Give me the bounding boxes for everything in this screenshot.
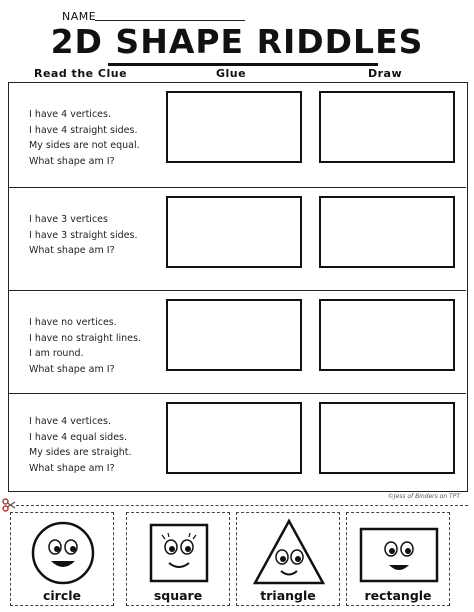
- riddle-row-2: [9, 187, 466, 290]
- cut-line: [16, 505, 468, 506]
- glue-box-4[interactable]: [166, 402, 302, 474]
- cutout-rectangle[interactable]: [346, 512, 450, 606]
- cutout-label: rectangle: [364, 588, 432, 603]
- square-face-icon: [127, 515, 231, 591]
- scissors-icon: [2, 498, 16, 512]
- cutout-label: square: [153, 588, 203, 603]
- clue-line: I have 4 vertices.: [29, 109, 111, 120]
- circle-face-icon: [11, 515, 115, 591]
- clue-line: I have 3 straight sides.: [29, 229, 138, 241]
- riddle-row-3: [9, 290, 466, 393]
- glue-box-3[interactable]: [166, 299, 302, 371]
- clue-line: I have no straight lines.: [29, 332, 141, 344]
- glue-box-1[interactable]: [166, 91, 302, 163]
- clue-line: I have 3 vertices: [29, 214, 108, 225]
- draw-box-1[interactable]: [319, 91, 455, 163]
- clue-line: What shape am I?: [29, 462, 115, 474]
- column-header-glue: Glue: [216, 67, 247, 80]
- title-underline: [108, 63, 378, 66]
- riddle-clue-3: [29, 315, 141, 377]
- draw-box-4[interactable]: [319, 402, 455, 474]
- name-line: [95, 20, 245, 21]
- clue-line: My sides are not equal.: [29, 140, 140, 151]
- riddle-table: [8, 82, 468, 492]
- riddle-row-1: [9, 83, 466, 185]
- cutout-label: triangle: [260, 588, 316, 603]
- riddle-row-4: [9, 393, 466, 490]
- clue-line: My sides are straight.: [29, 447, 132, 458]
- clue-line: What shape am I?: [29, 155, 115, 167]
- clue-line: I have 4 vertices.: [29, 416, 111, 427]
- credit-text: ©Jess of Binders on TPT: [387, 493, 460, 500]
- clue-line: What shape am I?: [29, 245, 115, 256]
- clue-line: I have 4 equal sides.: [29, 431, 128, 443]
- clue-line: I have 4 straight sides.: [29, 124, 138, 136]
- cutout-triangle[interactable]: [236, 512, 340, 606]
- column-header-clue: Read the Clue: [34, 67, 128, 80]
- column-header-draw: Draw: [368, 67, 403, 80]
- cutout-circle[interactable]: [10, 512, 114, 606]
- cutout-label: circle: [42, 588, 82, 603]
- riddle-clue-1: [29, 107, 140, 169]
- triangle-face-icon: [237, 515, 341, 591]
- draw-box-3[interactable]: [319, 299, 455, 371]
- riddle-clue-4: [29, 414, 132, 476]
- clue-line: I am round.: [29, 348, 84, 359]
- cutout-square[interactable]: [126, 512, 230, 606]
- glue-box-2[interactable]: [166, 196, 302, 268]
- rectangle-face-icon: [347, 515, 451, 591]
- name-label: NAME: [62, 10, 97, 23]
- clue-line: What shape am I?: [29, 363, 115, 375]
- draw-box-2[interactable]: [319, 196, 455, 268]
- clue-line: I have no vertices.: [29, 317, 117, 328]
- riddle-clue-2: [29, 212, 138, 259]
- page-title: 2D SHAPE RIDDLES: [50, 22, 424, 61]
